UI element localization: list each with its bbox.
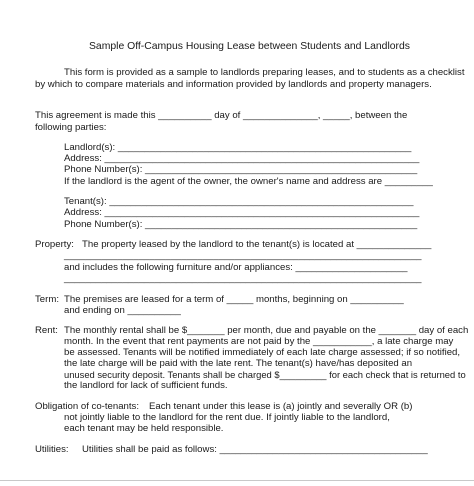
rent-line-3: be assessed. Tenants will be notified immediately of each late charge assessed; if so notified, [64, 347, 461, 358]
intro-line-1: This form is provided as a sample to landlords preparing leases, and to students as a checklist [64, 67, 465, 78]
property-line-3: and includes the following furniture and/or appliances: _____________________ [64, 262, 408, 273]
agreement-line-2: following parties: [35, 122, 107, 133]
landlord-phone-field: Phone Number(s): ___________________________________________________ [64, 164, 418, 175]
obligation-line-3: each tenant may be held responsible. [64, 423, 224, 434]
rent-label: Rent: [35, 325, 58, 336]
document-title: Sample Off-Campus Housing Lease between Students and Landlords [89, 41, 410, 52]
term-label: Term: [35, 294, 59, 305]
obligation-line-2: not jointly liable to the landlord for the rent due. If jointly liable to the landlord, [64, 412, 390, 423]
rent-line-2: month. In the event that rent payments are not paid by the ___________, a late charge may [64, 336, 454, 347]
property-line-2: ___________________________________________________________________ [64, 250, 422, 261]
utilities-line-1: Utilities shall be paid as follows: _______________________________________ [82, 444, 428, 455]
intro-line-2: by which to compare materials and information provided by landlords and property managers. [35, 79, 432, 90]
property-line-1: The property leased by the landlord to the tenant(s) is located at ______________ [82, 239, 432, 250]
landlord-name-field: Landlord(s): _______________________________________________________ [64, 142, 412, 153]
rent-line-4: the late charge will be paid with the late rent. The tenant(s) have/has deposited an [64, 358, 413, 369]
tenant-phone-field: Phone Number(s): ___________________________________________________ [64, 219, 418, 230]
obligation-label: Obligation of co-tenants: [35, 401, 139, 412]
page-bottom-rule [0, 480, 474, 481]
agreement-line-1: This agreement is made this __________ day of ______________, _____, between the [35, 110, 408, 121]
term-line-2: and ending on __________ [64, 305, 181, 316]
rent-line-6: the landlord for lack of sufficient funds. [64, 380, 228, 391]
tenant-name-field: Tenant(s): _________________________________________________________ [64, 196, 414, 207]
rent-line-5: unused security deposit. Tenants shall be charged $_________ for each check that is returned to [64, 369, 466, 380]
landlord-agent-field: If the landlord is the agent of the owner, the owner's name and address are _________ [64, 176, 433, 187]
tenant-address-field: Address: ___________________________________________________________ [64, 207, 420, 218]
term-line-1: The premises are leased for a term of _____ months, beginning on __________ [64, 294, 404, 305]
landlord-address-field: Address: ___________________________________________________________ [64, 153, 420, 164]
utilities-label: Utilities: [35, 444, 69, 455]
property-label: Property: [35, 239, 74, 250]
rent-line-1: The monthly rental shall be $_______ per month, due and payable on the _______ day of each [64, 325, 469, 336]
property-line-4: ___________________________________________________________________ [64, 273, 422, 284]
obligation-line-1: Each tenant under this lease is (a) jointly and severally OR (b) [149, 401, 413, 412]
